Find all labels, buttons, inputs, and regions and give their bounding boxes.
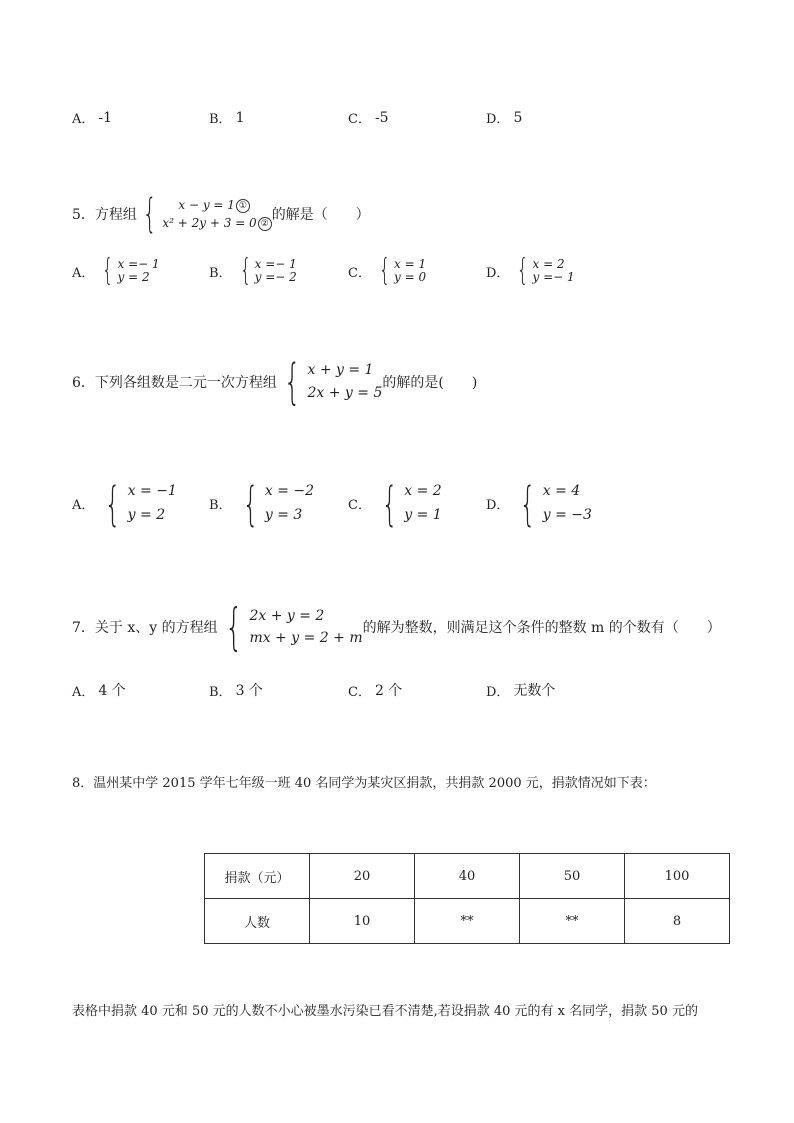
option-label: D． — [486, 498, 510, 514]
option-value: 4 个 — [98, 683, 126, 699]
q5-eq2-mark: ② — [258, 217, 272, 231]
left-brace-icon: { — [517, 253, 529, 288]
q5-stem — [72, 191, 370, 237]
option-value: 5 — [513, 109, 523, 126]
option-label: B． — [209, 498, 232, 514]
option-label: A． — [72, 265, 95, 281]
option-line-2: y = −3 — [542, 506, 592, 523]
option-line-1: x = −1 — [127, 483, 177, 499]
table-header-cell: 捐款（元） — [205, 854, 310, 899]
q7-option-b[interactable] — [209, 680, 263, 700]
option-value: -5 — [374, 109, 389, 126]
q6-equation-system — [277, 354, 383, 410]
table-header-cell: 20 — [310, 854, 415, 899]
option-label: C． — [348, 265, 371, 281]
option-label: A． — [72, 112, 95, 127]
option-line-1: x = −2 — [264, 483, 315, 499]
q6-eq1: x + y = 1 — [307, 361, 374, 378]
q5-eq1: x − y = 1 — [178, 198, 235, 212]
table-cell: ** — [520, 899, 625, 944]
option-value: -1 — [98, 109, 113, 126]
q5-eq2: x² + 2y + 3 = 0 — [162, 216, 257, 230]
q6-option-c[interactable] — [348, 476, 442, 531]
q6-option-d[interactable] — [486, 476, 592, 531]
q6-prefix: 6．下列各组数是二元一次方程组 — [72, 375, 277, 391]
table-cell: 10 — [310, 899, 415, 944]
table-row — [205, 899, 730, 944]
option-label: B． — [209, 684, 232, 700]
q8-stem: 8．温州某中学 2015 学年七年级一班 40 名同学为某灾区捐款，共捐款 2000 元，捐款情况如下表： — [72, 776, 656, 791]
q6-suffix: 的解的是( ) — [382, 375, 478, 391]
left-brace-icon: { — [224, 598, 243, 656]
donation-table — [204, 853, 730, 944]
left-brace-icon: { — [239, 253, 251, 288]
q7-eq2: mx + y = 2 + m — [249, 630, 363, 646]
q7-stem — [72, 598, 721, 656]
q4-option-c[interactable] — [348, 108, 389, 127]
option-line-2: y = 1 — [404, 506, 442, 523]
option-line-2: y = 2 — [127, 506, 166, 523]
option-value: 无数个 — [513, 683, 556, 699]
left-brace-icon: { — [520, 476, 537, 531]
left-brace-icon: { — [104, 476, 122, 531]
q4-option-a[interactable] — [72, 108, 112, 127]
q7-equation-system — [218, 598, 363, 656]
table-header-cell: 100 — [625, 854, 730, 899]
q5-equation-system — [137, 191, 272, 237]
left-brace-icon: { — [378, 253, 391, 288]
option-line-2: y = 2 — [117, 270, 150, 284]
option-label: B． — [209, 265, 232, 281]
option-line-1: x = 2 — [532, 257, 565, 272]
table-header-cell: 40 — [415, 854, 520, 899]
option-line-1: x =− 1 — [117, 257, 160, 272]
option-label: D． — [486, 112, 510, 127]
left-brace-icon: { — [381, 476, 398, 531]
option-line-1: x = 4 — [542, 483, 581, 499]
left-brace-icon: { — [142, 191, 157, 237]
option-line-1: x = 2 — [404, 483, 442, 499]
option-label: D． — [486, 684, 510, 700]
option-label: A． — [72, 498, 95, 514]
table-header-cell: 50 — [520, 854, 625, 899]
table-row — [205, 854, 730, 899]
q6-eq2: 2x + y = 5 — [307, 385, 383, 401]
option-label: C． — [348, 112, 371, 127]
q7-eq1: 2x + y = 2 — [249, 607, 325, 624]
option-line-2: y = 0 — [394, 270, 427, 284]
q5-option-b[interactable] — [209, 253, 297, 288]
option-value: 2 个 — [374, 683, 403, 699]
option-line-2: y = 3 — [264, 506, 303, 523]
option-label: C． — [348, 684, 371, 700]
left-brace-icon: { — [102, 253, 114, 288]
q7-suffix: 的解为整数，则满足这个条件的整数 m 的个数有（ ） — [362, 620, 721, 636]
q6-option-b[interactable] — [209, 476, 315, 531]
q7-prefix: 7．关于 x、y 的方程组 — [72, 620, 218, 636]
left-brace-icon: { — [242, 476, 259, 531]
option-value: 1 — [235, 109, 245, 126]
option-line-1: x =− 1 — [254, 257, 297, 272]
q6-stem — [72, 354, 478, 410]
option-label: D． — [486, 265, 510, 281]
q7-option-a[interactable] — [72, 680, 126, 700]
q5-suffix: 的解是（ ） — [271, 207, 370, 223]
table-cell: 人数 — [205, 899, 310, 944]
option-line-1: x = 1 — [394, 257, 427, 272]
option-label: B． — [209, 112, 232, 127]
option-label: A． — [72, 684, 95, 700]
q5-eq1-mark: ① — [236, 199, 250, 213]
q4-option-d[interactable] — [486, 108, 522, 127]
q8-followup: 表格中捐款 40 元和 50 元的人数不小心被墨水污染已看不清楚,若设捐款 40 元的有 x 名同学，捐款 50 元的 — [72, 1004, 698, 1019]
option-line-2: y =− 1 — [532, 270, 575, 284]
option-line-2: y =− 2 — [254, 270, 297, 284]
q5-option-a[interactable] — [72, 253, 160, 288]
q6-option-a[interactable] — [72, 476, 177, 531]
left-brace-icon: { — [283, 354, 301, 410]
option-label: C． — [348, 498, 371, 514]
option-value: 3 个 — [235, 683, 263, 699]
q7-option-d[interactable] — [486, 680, 555, 700]
q5-option-c[interactable] — [348, 253, 427, 288]
q7-option-c[interactable] — [348, 680, 402, 700]
q5-option-d[interactable] — [486, 253, 575, 288]
table-cell: ** — [415, 899, 520, 944]
q5-prefix: 5．方程组 — [72, 207, 137, 223]
q4-option-b[interactable] — [209, 108, 244, 127]
table-cell: 8 — [625, 899, 730, 944]
